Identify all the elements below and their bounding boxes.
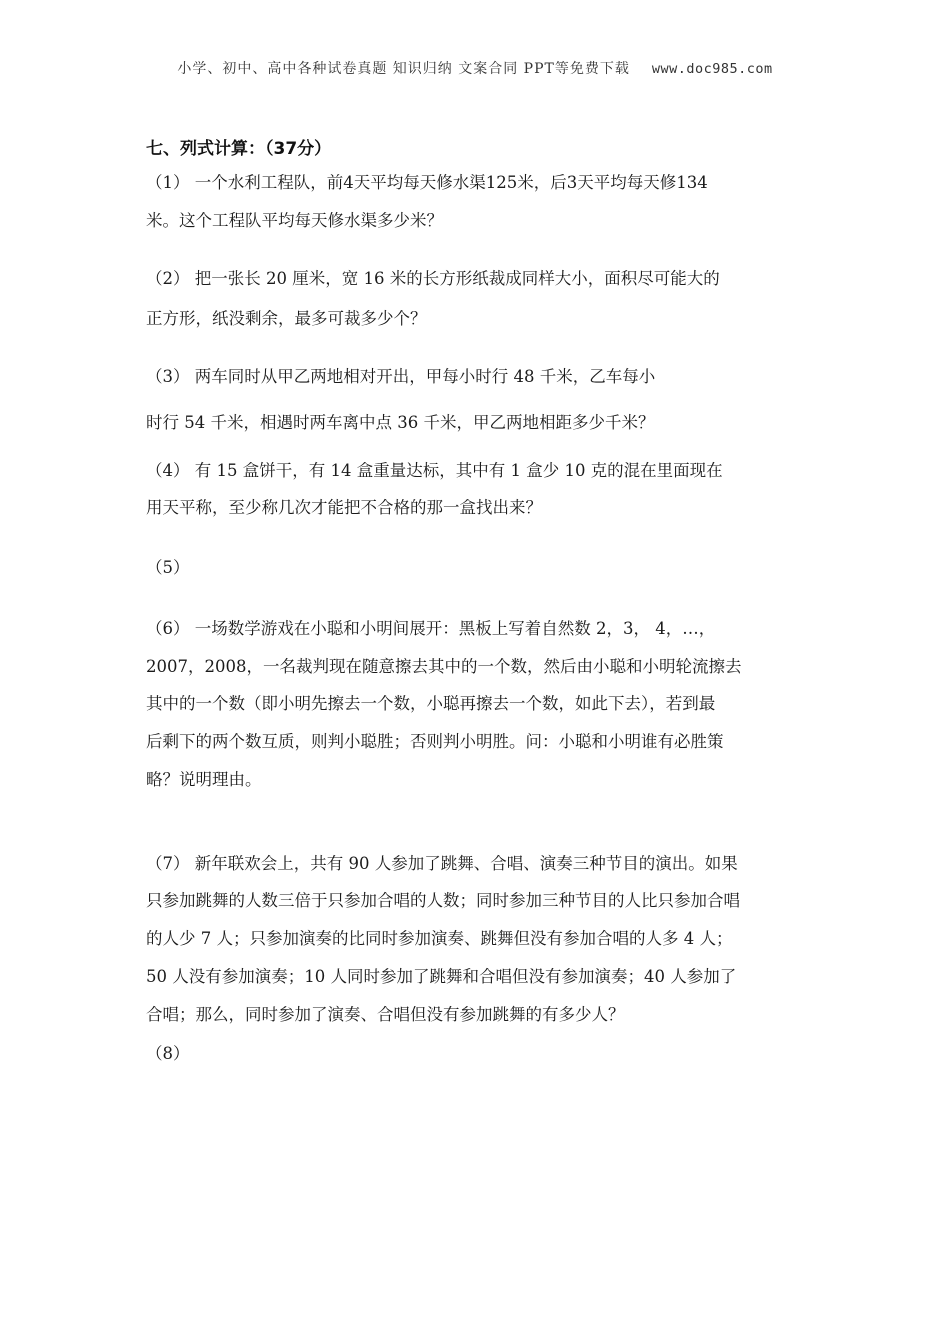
problem-6-line-5: 略？说明理由。 bbox=[146, 770, 262, 789]
problem-7-line-5: 合唱；那么，同时参加了演奏、合唱但没有参加跳舞的有多少人？ bbox=[146, 1005, 625, 1024]
problem-7-line-3: 的人少 7 人；只参加演奏的比同时参加演奏、跳舞但没有参加合唱的人多 4 人； bbox=[146, 929, 733, 948]
problem-7-line-4: 50 人没有参加演奏；10 人同时参加了跳舞和合唱但没有参加演奏；40 人参加了 bbox=[146, 967, 737, 986]
problem-7-line-2: 只参加跳舞的人数三倍于只参加合唱的人数；同时参加三种节目的人比只参加合唱 bbox=[146, 891, 740, 910]
problem-8-line-1: （8） bbox=[146, 1044, 190, 1063]
problem-6-line-2: 2007，2008，一名裁判现在随意擦去其中的一个数，然后由小聪和小明轮流擦去 bbox=[146, 657, 742, 676]
problem-2-line-2: 正方形，纸没剩余，最多可裁多少个？ bbox=[146, 309, 427, 328]
problem-5-line-1: （5） bbox=[146, 558, 190, 577]
problem-6-line-3: 其中的一个数（即小明先擦去一个数，小聪再擦去一个数，如此下去），若到最 bbox=[146, 694, 716, 713]
problem-2-line-1: （2） 把一张长 20 厘米，宽 16 米的长方形纸裁成同样大小，面积尽可能大的 bbox=[146, 269, 720, 288]
problem-4-line-2: 用天平称，至少称几次才能把不合格的那一盒找出来？ bbox=[146, 498, 542, 517]
problem-6-line-4: 后剩下的两个数互质，则判小聪胜；否则判小明胜。问：小聪和小明谁有必胜策 bbox=[146, 732, 724, 751]
page-header bbox=[0, 58, 950, 78]
problem-1-line-2: 米。这个工程队平均每天修水渠多少米？ bbox=[146, 211, 443, 230]
problem-7-line-1: （7） 新年联欢会上，共有 90 人参加了跳舞、合唱、演奏三种节目的演出。如果 bbox=[146, 854, 738, 873]
problem-3-line-1: （3） 两车同时从甲乙两地相对开出，甲每小时行 48 千米，乙车每小 bbox=[146, 367, 656, 386]
problem-3-line-2: 时行 54 千米，相遇时两车离中点 36 千米，甲乙两地相距多少千米？ bbox=[146, 413, 655, 432]
problem-4-line-1: （4） 有 15 盒饼干，有 14 盒重量达标，其中有 1 盒少 10 克的混在里面现在 bbox=[146, 461, 723, 480]
header-site: www.doc985.com bbox=[651, 61, 773, 77]
problem-6-line-1: （6） 一场数学游戏在小聪和小明间展开：黑板上写着自然数 2，3， 4，…， bbox=[146, 619, 716, 638]
section-title: 七、列式计算：（37分） bbox=[146, 139, 332, 159]
problem-1-line-1: （1） 一个水利工程队，前4天平均每天修水渠125米，后3天平均每天修134 bbox=[146, 173, 708, 192]
header-text: 小学、初中、高中各种试卷真题 知识归纳 文案合同 PPT等免费下载 bbox=[177, 61, 630, 77]
